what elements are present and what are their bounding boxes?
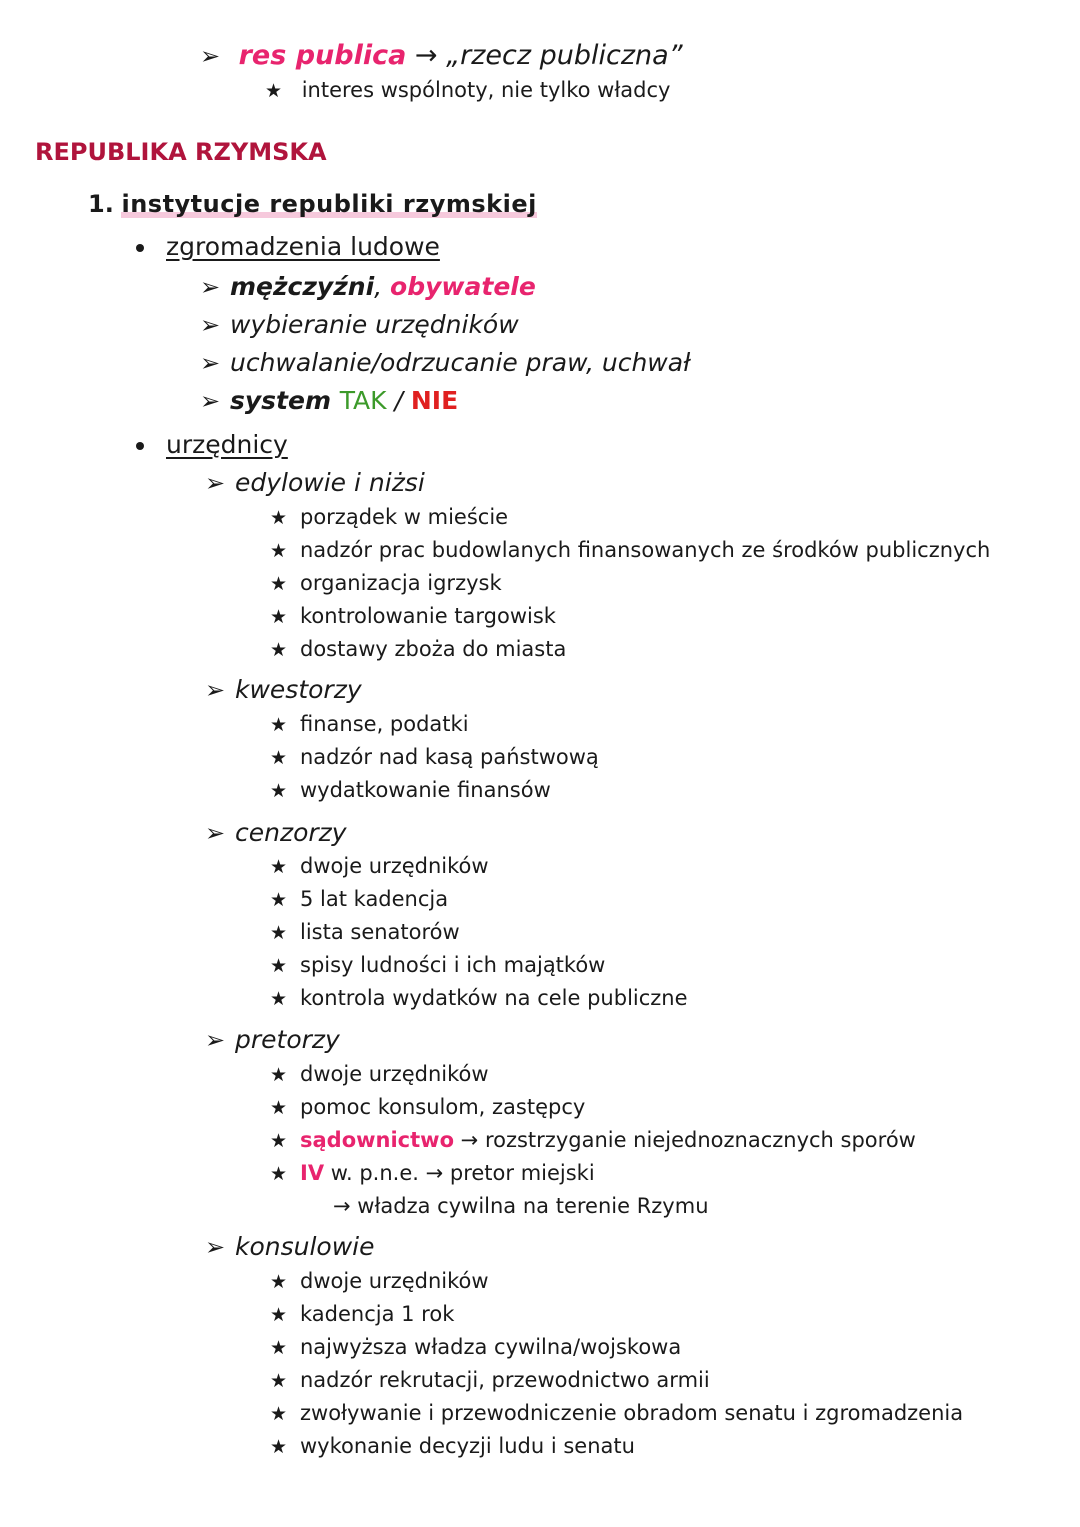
assemblies-item	[200, 388, 458, 413]
officials-heading	[136, 432, 288, 457]
list-item	[270, 1403, 963, 1424]
office-name-text: kwestorzy	[235, 675, 362, 704]
assemblies-item-part: system	[230, 386, 340, 415]
office-name	[205, 1234, 375, 1259]
list-item	[270, 1097, 585, 1118]
assemblies-item	[200, 350, 690, 375]
assemblies-item-text: wybieranie urzędników	[230, 310, 519, 339]
arrow-bullet-icon: ➢	[200, 311, 221, 339]
list-item-text: → rozstrzyganie niejednoznacznych sporów	[454, 1128, 916, 1152]
star-bullet-icon: ★	[270, 1436, 288, 1458]
nie-label: NIE	[410, 386, 459, 415]
list-item	[270, 639, 566, 660]
star-bullet-icon: ★	[270, 1097, 288, 1119]
office-name	[205, 677, 362, 702]
sub-item-text: → władza cywilna na terenie Rzymu	[333, 1194, 709, 1218]
list-item	[270, 1130, 916, 1151]
arrow-bullet-icon: ➢	[200, 387, 221, 415]
list-item	[270, 1271, 489, 1292]
assemblies-item-sep: /	[386, 386, 411, 415]
star-bullet-icon: ★	[265, 80, 283, 102]
section-title-text: instytucje republiki rzymskiej	[121, 190, 537, 218]
sub-item	[333, 1196, 709, 1217]
list-item-text: najwyższa władza cywilna/wojskowa	[300, 1335, 682, 1359]
list-item	[270, 1436, 635, 1457]
list-item-text: kontrola wydatków na cele publiczne	[300, 986, 688, 1010]
star-bullet-icon: ★	[270, 922, 288, 944]
arrow-bullet-icon: ➢	[200, 42, 221, 70]
list-item-text: dwoje urzędników	[300, 1062, 489, 1086]
list-item-text: lista senatorów	[300, 920, 460, 944]
list-item-text: nadzór prac budowlanych finansowanych ze środków publicznych	[300, 538, 991, 562]
list-item	[270, 780, 551, 801]
list-item-text: 5 lat kadencja	[300, 887, 449, 911]
list-item	[270, 1337, 681, 1358]
intro-term: res publica	[238, 40, 407, 71]
list-item	[270, 540, 990, 561]
star-bullet-icon: ★	[270, 747, 288, 769]
intro-arrow: →	[414, 40, 438, 71]
arrow-bullet-icon: ➢	[200, 349, 221, 377]
star-bullet-icon: ★	[270, 714, 288, 736]
section-title	[88, 192, 537, 216]
star-bullet-icon: ★	[270, 1064, 288, 1086]
arrow-bullet-icon: ➢	[205, 1026, 226, 1054]
star-bullet-icon: ★	[270, 1163, 288, 1185]
tak-label: TAK	[339, 386, 387, 415]
list-item	[270, 1163, 595, 1184]
section-number: 1.	[88, 190, 114, 218]
list-item	[270, 507, 508, 528]
assemblies-item-part: mężczyźni	[230, 272, 375, 301]
list-item-text: dwoje urzędników	[300, 1269, 489, 1293]
star-bullet-icon: ★	[270, 1271, 288, 1293]
assemblies-heading	[136, 234, 440, 259]
star-bullet-icon: ★	[270, 1337, 288, 1359]
list-item	[270, 922, 460, 943]
list-item-text: kontrolowanie targowisk	[300, 604, 556, 628]
list-item-text: nadzór rekrutacji, przewodnictwo armii	[300, 1368, 710, 1392]
dot-bullet-icon	[136, 244, 144, 252]
list-item-text: dostawy zboża do miasta	[300, 637, 567, 661]
list-item	[270, 955, 605, 976]
star-bullet-icon: ★	[270, 1304, 288, 1326]
assemblies-item-text: uchwalanie/odrzucanie praw, uchwał	[230, 348, 691, 377]
office-name	[205, 470, 425, 495]
list-item-text: organizacja igrzysk	[300, 571, 502, 595]
officials-title: urzędnicy	[166, 430, 288, 459]
dot-bullet-icon	[136, 442, 144, 450]
office-name-text: cenzorzy	[235, 818, 347, 847]
office-name	[205, 1027, 340, 1052]
list-item-text: pomoc konsulom, zastępcy	[300, 1095, 586, 1119]
list-item-text: porządek w mieście	[300, 505, 509, 529]
list-item	[270, 856, 489, 877]
list-item	[270, 714, 469, 735]
star-bullet-icon: ★	[270, 780, 288, 802]
star-bullet-icon: ★	[270, 1370, 288, 1392]
list-item-text: wykonanie decyzji ludu i senatu	[300, 1434, 635, 1458]
office-name	[205, 820, 347, 845]
list-item	[270, 747, 599, 768]
list-item-text: w. p.n.e. → pretor miejski	[324, 1161, 595, 1185]
main-heading: REPUBLIKA RZYMSKA	[35, 138, 327, 166]
list-item	[270, 1304, 454, 1325]
list-item	[270, 1370, 710, 1391]
highlight-term: IV	[300, 1161, 325, 1185]
list-item	[270, 606, 556, 627]
list-item-text: nadzór nad kasą państwową	[300, 745, 599, 769]
star-bullet-icon: ★	[270, 606, 288, 628]
list-item-text: spisy ludności i ich majątków	[300, 953, 606, 977]
list-item-text: wydatkowanie finansów	[300, 778, 551, 802]
list-item-text: kadencja 1 rok	[300, 1302, 455, 1326]
star-bullet-icon: ★	[270, 1130, 288, 1152]
list-item-text: dwoje urzędników	[300, 854, 489, 878]
list-item	[270, 988, 688, 1009]
office-name-text: pretorzy	[235, 1025, 340, 1054]
arrow-bullet-icon: ➢	[200, 273, 221, 301]
list-item	[270, 573, 502, 594]
star-bullet-icon: ★	[270, 1403, 288, 1425]
assemblies-item-sep: ,	[374, 272, 391, 301]
intro-line	[200, 42, 683, 69]
assemblies-item	[200, 274, 536, 299]
star-bullet-icon: ★	[270, 573, 288, 595]
office-name-text: konsulowie	[235, 1232, 375, 1261]
highlight-term: sądownictwo	[300, 1128, 454, 1152]
star-bullet-icon: ★	[270, 507, 288, 529]
star-bullet-icon: ★	[270, 955, 288, 977]
arrow-bullet-icon: ➢	[205, 1233, 226, 1261]
star-bullet-icon: ★	[270, 639, 288, 661]
office-name-text: edylowie i niżsi	[235, 468, 425, 497]
list-item	[270, 1064, 489, 1085]
assemblies-item-part: obywatele	[390, 272, 536, 301]
assemblies-title: zgromadzenia ludowe	[166, 232, 440, 261]
arrow-bullet-icon: ➢	[205, 469, 226, 497]
intro-translation: „rzecz publiczna”	[446, 40, 683, 71]
star-bullet-icon: ★	[270, 856, 288, 878]
intro-note-text: interes wspólnoty, nie tylko władcy	[301, 78, 671, 102]
star-bullet-icon: ★	[270, 889, 288, 911]
arrow-bullet-icon: ➢	[205, 676, 226, 704]
arrow-bullet-icon: ➢	[205, 819, 226, 847]
assemblies-item	[200, 312, 519, 337]
list-item	[270, 889, 448, 910]
star-bullet-icon: ★	[270, 540, 288, 562]
list-item-text: finanse, podatki	[300, 712, 469, 736]
list-item-text: zwoływanie i przewodniczenie obradom senatu i zgromadzenia	[300, 1401, 964, 1425]
intro-note	[265, 80, 670, 101]
star-bullet-icon: ★	[270, 988, 288, 1010]
